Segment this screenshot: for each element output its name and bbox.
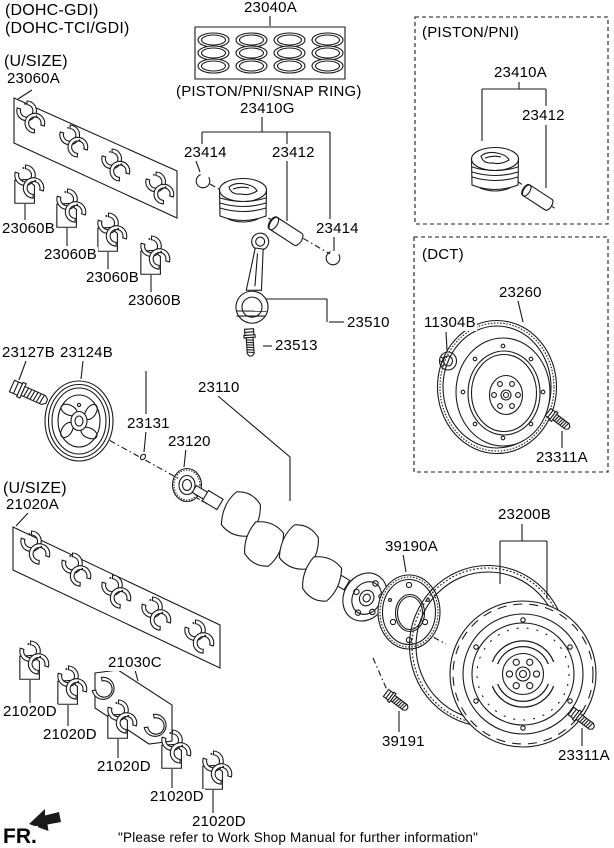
part-label-23513: 23513 xyxy=(275,337,318,354)
part-label-23311a-main: 23311A xyxy=(558,747,610,764)
timing-gear-drawing xyxy=(173,469,202,502)
part-label-21030c: 21030C xyxy=(108,654,162,671)
part-label-23120: 23120 xyxy=(168,433,211,450)
engine-note-2: (DOHC-TCI/GDI) xyxy=(5,20,130,37)
drive-plate-bolt-drawing xyxy=(383,689,411,714)
snap-ring-left xyxy=(194,172,213,191)
part-label-23110: 23110 xyxy=(198,379,240,396)
part-label-23260: 23260 xyxy=(499,284,542,301)
part-label-23060b-1: 23060B xyxy=(2,220,55,237)
engine-note-1: (DOHC-GDI) xyxy=(5,2,99,19)
part-label-23510: 23510 xyxy=(347,314,390,331)
part-label-23412-main: 23412 xyxy=(272,144,315,161)
part-label-23131: 23131 xyxy=(127,415,170,432)
flywheel-drawing xyxy=(410,566,597,748)
part-label-23040a: 23040A xyxy=(244,0,297,16)
part-label-23412-panel: 23412 xyxy=(522,107,565,124)
part-label-21020d-4: 21020D xyxy=(150,788,204,805)
part-label-21020d-1: 21020D xyxy=(3,703,57,720)
part-label-39191: 39191 xyxy=(382,733,425,750)
thrust-washer-set xyxy=(91,670,172,744)
fr-direction-label: FR. xyxy=(3,825,37,848)
connecting-rod-drawing xyxy=(234,231,278,325)
part-label-23200b: 23200B xyxy=(498,506,551,523)
panel-piston-title: (PISTON/PNI) xyxy=(422,24,520,41)
part-label-23127b: 23127B xyxy=(2,344,55,361)
upper-bearing-band xyxy=(14,90,177,218)
piston-ring-set-box xyxy=(195,13,345,79)
snap-ring-right xyxy=(324,249,343,268)
part-label-23414-right: 23414 xyxy=(316,220,359,237)
panel-piston-pni xyxy=(415,17,608,224)
part-label-21020d-2: 21020D xyxy=(43,726,97,743)
part-label-39190a: 39190A xyxy=(385,538,438,555)
dct-flywheel-bolt-drawing xyxy=(545,408,573,433)
drive-plate-drawing xyxy=(378,575,440,649)
part-label-23060b-2: 23060B xyxy=(44,246,97,263)
part-label-23410a: 23410A xyxy=(494,64,547,81)
part-label-11304b: 11304B xyxy=(424,314,476,331)
lower-bearing-band xyxy=(13,513,220,668)
piston-pin-drawing xyxy=(266,215,305,247)
panel-dct xyxy=(414,237,608,472)
crank-pulley-drawing xyxy=(45,381,113,461)
undersize-note-upper: (U/SIZE) xyxy=(4,53,68,70)
part-label-23060b-4: 23060B xyxy=(128,292,181,309)
dct-flywheel-drawing xyxy=(438,321,557,454)
part-label-21020d-3: 21020D xyxy=(97,758,151,775)
piston-pin-snap-note: (PISTON/PNI/SNAP RING) xyxy=(176,83,362,100)
crank-pulley-bolt-drawing xyxy=(9,379,50,409)
part-label-23124b: 23124B xyxy=(60,344,113,361)
part-label-21020d-5: 21020D xyxy=(192,813,246,830)
panel-dct-title: (DCT) xyxy=(422,246,464,263)
connecting-rod-bolt-drawing xyxy=(243,329,256,357)
part-label-21020a: 21020A xyxy=(6,496,59,513)
undersize-note-lower: (U/SIZE) xyxy=(3,480,67,497)
footer-note: "Please refer to Work Shop Manual for further information" xyxy=(118,830,479,845)
pulley-leader-lines xyxy=(19,361,83,380)
part-label-23311a-dct: 23311A xyxy=(536,449,588,466)
woodruff-key-drawing xyxy=(139,453,146,460)
part-label-23060b-3: 23060B xyxy=(86,269,139,286)
crankshaft-drawing xyxy=(191,484,396,629)
piston-drawing xyxy=(220,179,267,223)
part-label-23410g: 23410G xyxy=(240,100,295,117)
part-label-23414-left: 23414 xyxy=(184,144,227,161)
part-label-23060a: 23060A xyxy=(7,70,60,87)
